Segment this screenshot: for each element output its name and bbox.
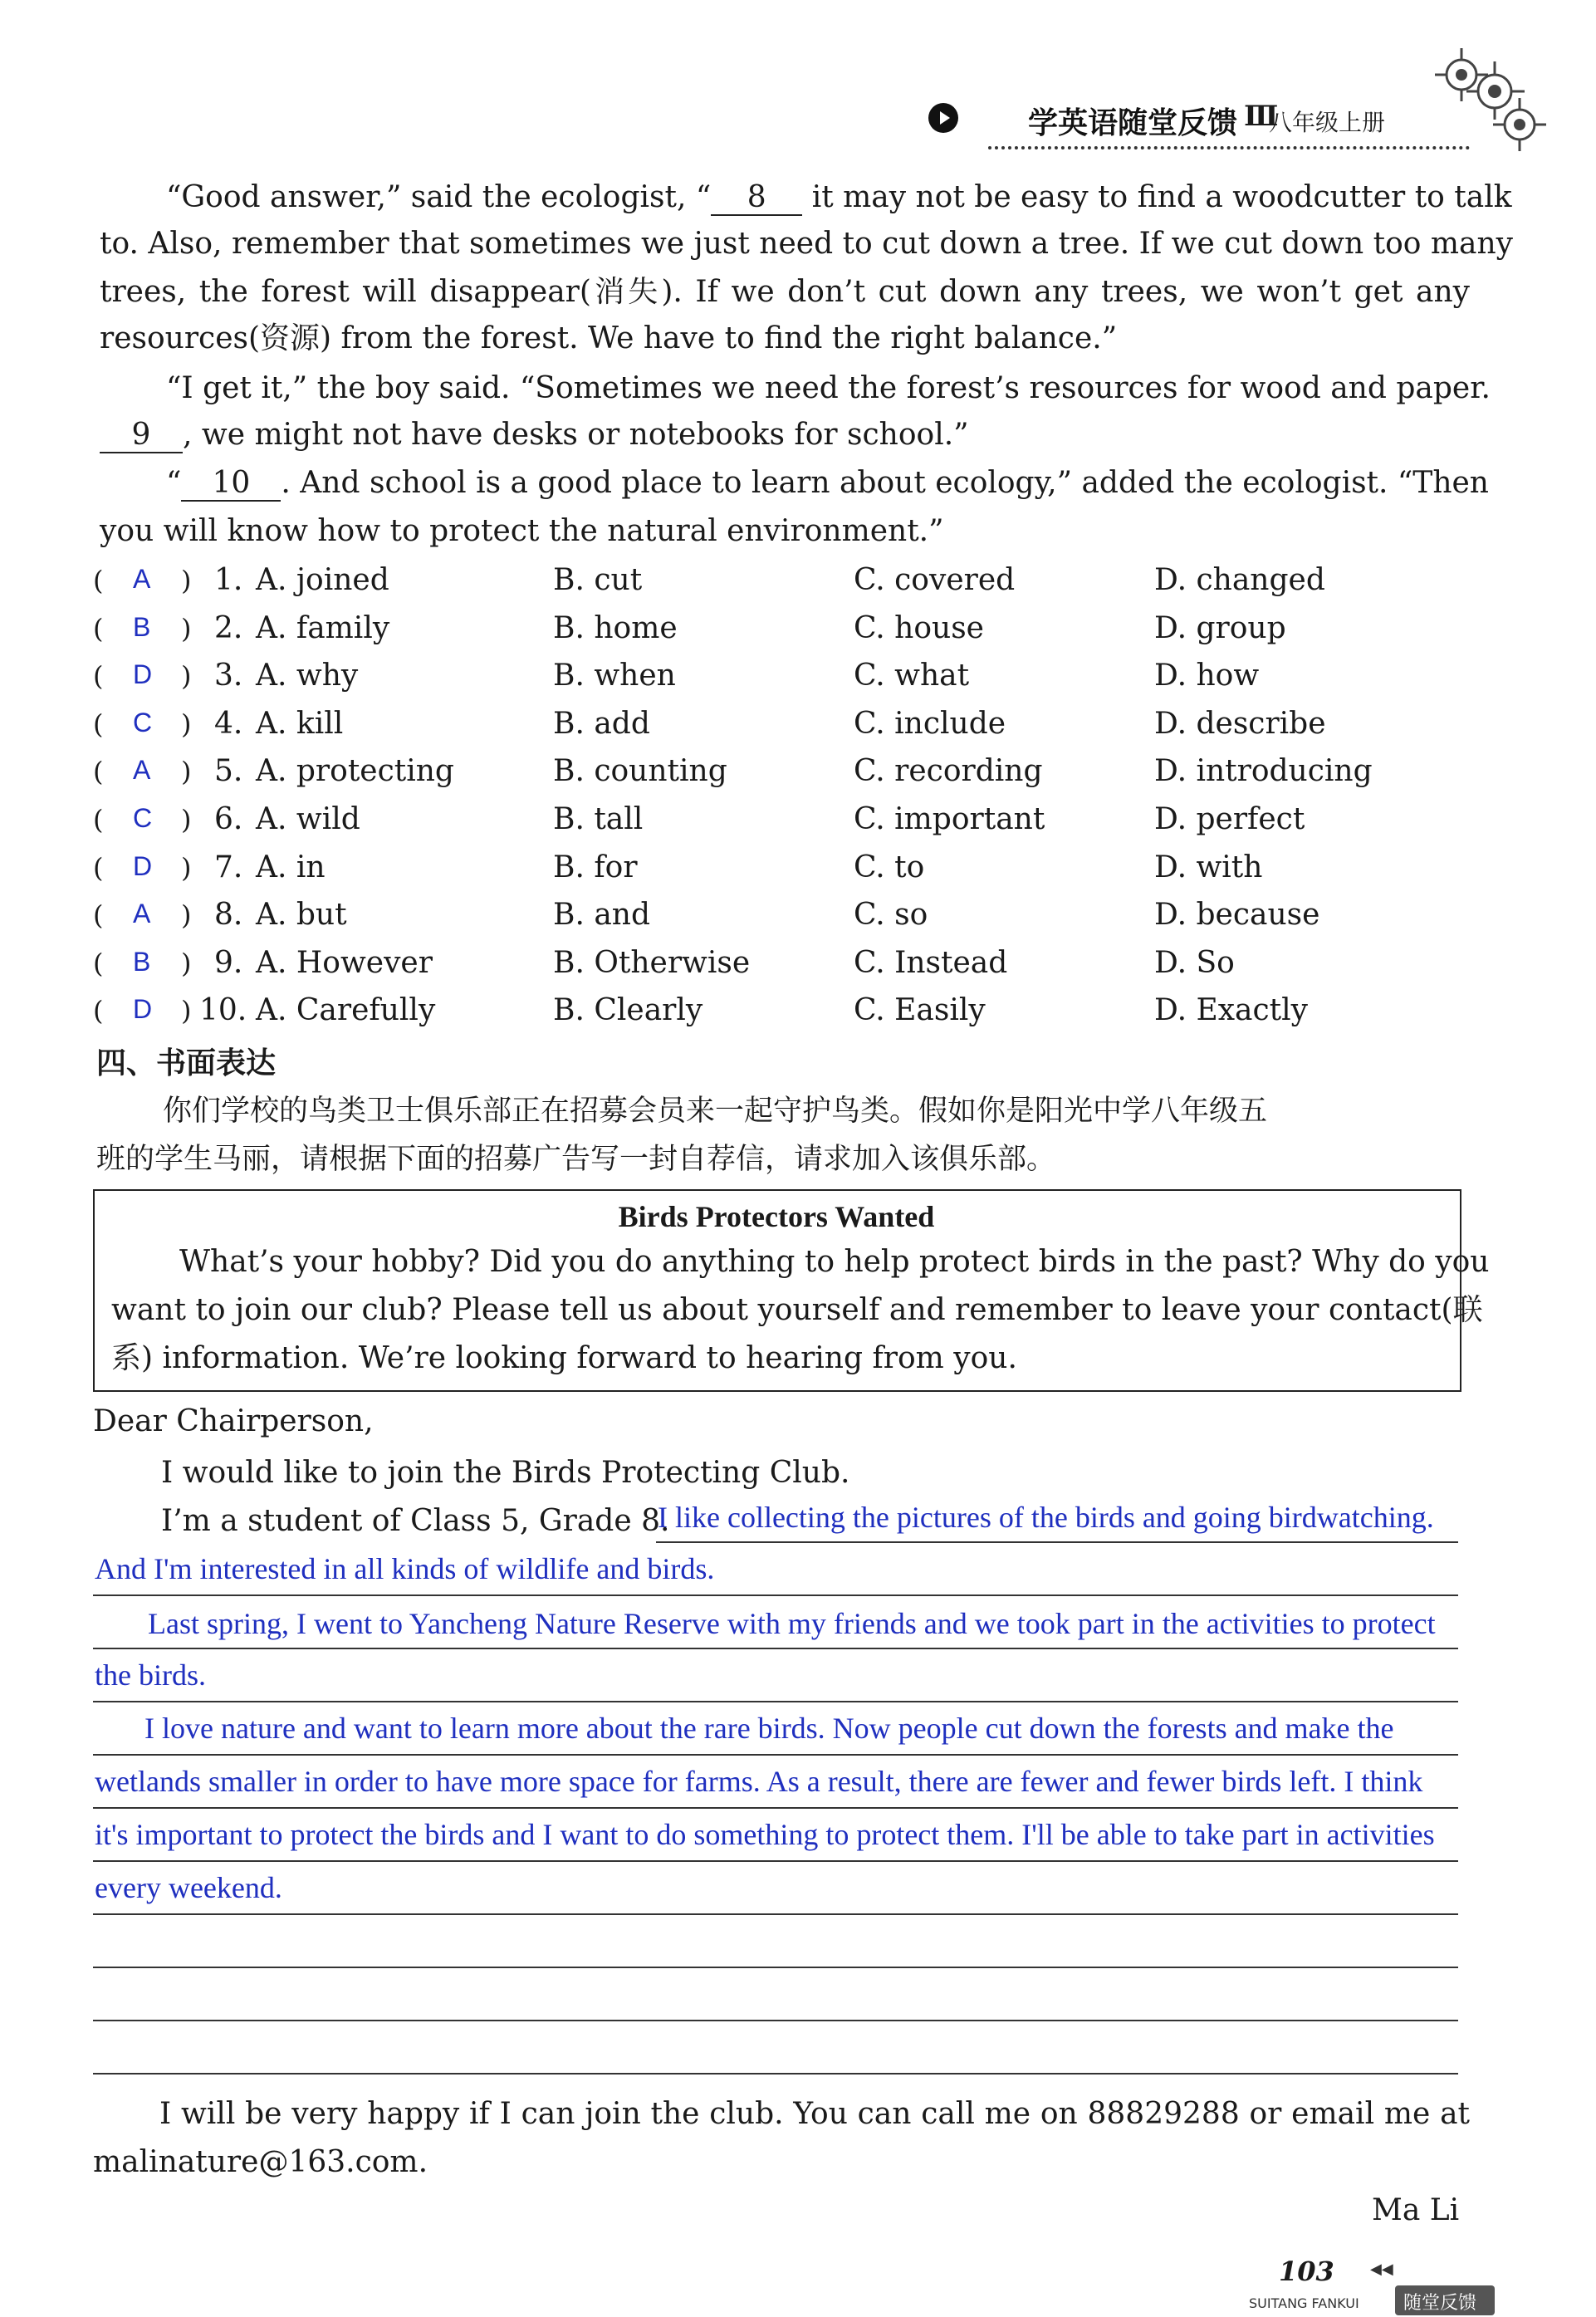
- paren-open: (: [93, 756, 104, 788]
- ad-box-title: Birds Protectors Wanted: [618, 1200, 935, 1233]
- passage-text: it may not be easy to find a woodcutter to talk: [802, 180, 1512, 214]
- handwritten-line-1: I like collecting the pictures of the birds and going birdwatching.: [658, 1501, 1434, 1534]
- writing-rule: [93, 1701, 1458, 1702]
- paren-open: (: [93, 565, 104, 596]
- answer: D: [133, 850, 153, 881]
- passage-text: “Good answer,” said the ecologist, “: [166, 180, 712, 214]
- passage-text: . And school is a good place to learn about ecology,” added the ecologist. “Then: [281, 466, 1489, 500]
- option-d: D. changed: [1154, 563, 1325, 597]
- option-a: A. but: [256, 898, 347, 933]
- answer: A: [133, 755, 151, 786]
- paren-open: (: [93, 612, 104, 644]
- writing-rule: [93, 1860, 1458, 1862]
- option-a: A. protecting: [256, 754, 454, 789]
- paren-close: ): [181, 947, 192, 979]
- paren-open: (: [93, 947, 104, 979]
- paren-close: ): [181, 899, 192, 932]
- option-b: B. and: [553, 898, 651, 933]
- passage-line-7: [166, 466, 1489, 502]
- option-b: B. for: [553, 850, 638, 884]
- blank-10: [181, 467, 281, 502]
- option-c: C. what: [854, 659, 970, 693]
- option-c: C. Easily: [854, 993, 986, 1028]
- letter-signature: Ma Li: [1372, 2193, 1460, 2227]
- paren-close: ): [181, 612, 192, 644]
- option-c: C. to: [854, 850, 925, 884]
- option-a: A. family: [256, 610, 390, 645]
- letter-closing-line-2: malinature@163.com.: [93, 2145, 428, 2179]
- option-b: B. cut: [553, 563, 643, 597]
- header-roman: Ⅲ: [1244, 100, 1279, 133]
- question-number: 6.: [214, 802, 243, 836]
- question-row: [93, 849, 1471, 890]
- question-number: 10.: [199, 993, 247, 1028]
- letter-closing-line-1: I will be very happy if I can join the club. You can call me on 88829288 or email me at: [159, 2097, 1470, 2131]
- passage-line-5: “I get it,” the boy said. “Sometimes we need the forest’s resources for wood and paper.: [166, 371, 1491, 405]
- answer: A: [133, 899, 151, 929]
- option-d: D. group: [1154, 610, 1286, 645]
- blank-9: [100, 419, 183, 453]
- passage-line-3: trees, the forest will disappear(消失). If we don’t cut down any trees, we won’t get any: [100, 275, 1470, 309]
- ad-box-line-3: 系) information. We’re looking forward to hearing from you.: [111, 1341, 1017, 1375]
- option-a: A. kill: [256, 706, 344, 741]
- question-row: [93, 896, 1471, 938]
- passage-line-8: you will know how to protect the natural environment.”: [100, 514, 944, 548]
- paren-close: ): [181, 851, 192, 884]
- option-c: C. important: [854, 802, 1045, 836]
- paren-open: (: [93, 899, 104, 932]
- header-bar: [922, 90, 1503, 148]
- option-c: C. include: [854, 706, 1006, 741]
- answer: B: [133, 946, 151, 977]
- flower-decoration-icon: [1428, 33, 1561, 174]
- header-title: 学英语随堂反馈: [1028, 106, 1238, 140]
- paren-close: ): [181, 565, 192, 596]
- handwritten-line-8: every weekend.: [95, 1871, 282, 1904]
- question-row: [93, 657, 1471, 698]
- option-d: D. because: [1154, 898, 1320, 933]
- page-number: 103: [1279, 2256, 1334, 2287]
- option-b: B. Otherwise: [553, 945, 751, 980]
- writing-rule: [93, 1807, 1458, 1809]
- header-grade: 八年级上册: [1269, 109, 1386, 136]
- paren-close: ): [181, 995, 192, 1027]
- letter-line-2: I’m a student of Class 5, Grade 8.: [161, 1504, 670, 1538]
- answer: C: [133, 803, 153, 833]
- option-a: A. in: [256, 850, 326, 884]
- paren-close: ): [181, 708, 192, 740]
- option-b: B. home: [553, 610, 678, 645]
- option-b: B. counting: [553, 754, 727, 789]
- question-row: [93, 752, 1471, 794]
- question-row: [93, 561, 1471, 603]
- footer-brand-badge: [1395, 2285, 1495, 2315]
- handwritten-line-6: wetlands smaller in order to have more space for farms. As a result, there are fewer and fewer birds left. I think: [95, 1765, 1423, 1798]
- option-a: A. why: [256, 659, 359, 693]
- passage-line-1: [166, 180, 1512, 216]
- option-c: C. covered: [854, 563, 1016, 597]
- question-number: 1.: [214, 563, 243, 597]
- option-d: D. with: [1154, 850, 1263, 884]
- answer: D: [133, 994, 153, 1025]
- answer: C: [133, 707, 153, 737]
- option-b: B. add: [553, 706, 650, 741]
- option-c: C. recording: [854, 754, 1043, 789]
- blank-number: 8: [747, 180, 766, 214]
- option-b: B. Clearly: [553, 993, 703, 1028]
- option-b: B. tall: [553, 802, 644, 836]
- question-row: [93, 610, 1471, 651]
- writing-rule: [656, 1541, 1458, 1543]
- paren-open: (: [93, 660, 104, 693]
- option-c: C. Instead: [854, 945, 1008, 980]
- writing-rule: [93, 1913, 1458, 1915]
- paren-close: ): [181, 660, 192, 693]
- section-intro-line-2: 班的学生马丽，请根据下面的招募广告写一封自荐信，请求加入该俱乐部。: [96, 1143, 1056, 1176]
- question-row: [93, 705, 1471, 747]
- blank-number: 9: [131, 418, 151, 452]
- passage-line-4: resources(资源) from the forest. We have to find the right balance.”: [100, 321, 1118, 355]
- letter-salutation: Dear Chairperson,: [93, 1404, 374, 1438]
- footer-arrows-icon: ◀◀: [1370, 2261, 1393, 2278]
- option-d: D. introducing: [1154, 754, 1373, 789]
- paren-open: (: [93, 851, 104, 884]
- handwritten-line-4: the birds.: [95, 1658, 206, 1692]
- paren-open: (: [93, 995, 104, 1027]
- footer-brand-cn: 随堂反馈: [1403, 2293, 1477, 2314]
- option-d: D. So: [1154, 945, 1235, 980]
- section-intro-line-1: 你们学校的鸟类卫士俱乐部正在招募会员来一起守护鸟类。假如你是阳光中学八年级五: [163, 1095, 1268, 1128]
- answer: B: [133, 611, 151, 642]
- blank-8: [711, 181, 802, 216]
- handwritten-line-7: it's important to protect the birds and I want to do something to protect them. I'll be able to take part in activities: [95, 1818, 1435, 1851]
- paren-open: (: [93, 708, 104, 740]
- option-d: D. Exactly: [1154, 993, 1308, 1028]
- handwritten-line-3: Last spring, I went to Yancheng Nature Reserve with my friends and we took part in the activities to protect: [148, 1607, 1436, 1640]
- option-d: D. describe: [1154, 706, 1326, 741]
- passage-text: “: [166, 466, 182, 500]
- question-number: 4.: [214, 706, 243, 741]
- option-a: A. However: [256, 945, 433, 980]
- answer: A: [133, 564, 151, 594]
- question-row: [93, 992, 1471, 1033]
- ad-box-line-1: What’s your hobby? Did you do anything to help protect birds in the past? Why do you: [179, 1245, 1490, 1279]
- writing-rule: [93, 2073, 1458, 2075]
- option-c: C. house: [854, 610, 984, 645]
- question-number: 7.: [214, 850, 243, 884]
- letter-line-1: I would like to join the Birds Protecting Club.: [161, 1456, 850, 1490]
- writing-rule: [93, 1754, 1458, 1756]
- answer: D: [133, 659, 153, 690]
- option-c: C. so: [854, 898, 928, 933]
- ad-box-line-2: want to join our club? Please tell us about yourself and remember to leave your contact(联: [111, 1293, 1483, 1327]
- option-a: A. Carefully: [256, 993, 436, 1028]
- question-number: 8.: [214, 898, 243, 933]
- option-a: A. joined: [256, 563, 389, 597]
- handwritten-line-5: I love nature and want to learn more about the rare birds. Now people cut down the forests and make the: [144, 1712, 1394, 1745]
- writing-rule: [93, 1648, 1458, 1649]
- question-number: 2.: [214, 610, 243, 645]
- passage-line-6: [100, 419, 969, 453]
- question-number: 5.: [214, 754, 243, 789]
- option-b: B. when: [553, 659, 676, 693]
- question-row: [93, 801, 1471, 842]
- option-a: A. wild: [256, 802, 360, 836]
- play-circle-icon: [928, 103, 958, 133]
- handwritten-line-2: And I'm interested in all kinds of wildlife and birds.: [95, 1552, 715, 1585]
- question-number: 3.: [214, 659, 243, 693]
- footer-brand-en: SUITANG FANKUI: [1249, 2295, 1359, 2311]
- paren-open: (: [93, 804, 104, 835]
- passage-text: , we might not have desks or notebooks for school.”: [183, 418, 969, 452]
- blank-number: 10: [212, 466, 251, 500]
- section-title: 四、书面表达: [96, 1046, 277, 1080]
- option-d: D. perfect: [1154, 802, 1305, 836]
- paren-close: ): [181, 756, 192, 788]
- question-number: 9.: [214, 945, 243, 980]
- passage-line-2: to. Also, remember that sometimes we just need to cut down a tree. If we cut down too many: [100, 227, 1514, 261]
- writing-rule: [93, 2020, 1458, 2021]
- header-dotted-rule: [988, 146, 1470, 149]
- paren-close: ): [181, 804, 192, 835]
- option-d: D. how: [1154, 659, 1260, 693]
- writing-rule: [93, 1594, 1458, 1596]
- question-row: [93, 944, 1471, 986]
- writing-rule: [93, 1967, 1458, 1968]
